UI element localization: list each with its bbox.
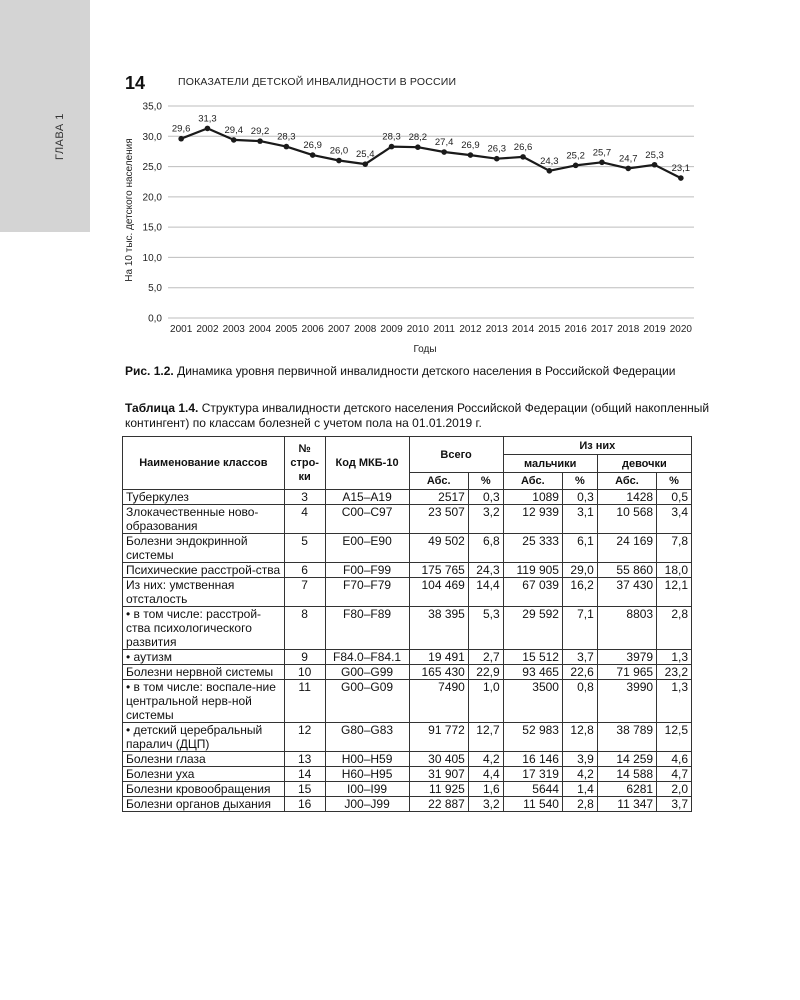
cell-girls-pct: 3,4: [657, 505, 692, 534]
cell-name: • аутизм: [123, 650, 285, 665]
chart-data-label: 28,3: [382, 131, 401, 143]
cell-code: I00–I99: [325, 782, 409, 797]
cell-total-abs: 11 925: [409, 782, 468, 797]
header-boys-abs: Абс.: [503, 473, 562, 490]
header-total: Всего: [409, 437, 503, 473]
cell-girls-abs: 14 259: [597, 752, 656, 767]
chart-x-tick-label: 2004: [248, 324, 272, 335]
cell-girls-pct: 23,2: [657, 665, 692, 680]
chart-data-point: [468, 152, 474, 158]
cell-total-abs: 22 887: [409, 797, 468, 812]
cell-code: H00–H59: [325, 752, 409, 767]
cell-boys-pct: 22,6: [562, 665, 597, 680]
cell-total-abs: 38 395: [409, 607, 468, 650]
cell-boys-pct: 29,0: [562, 563, 597, 578]
cell-boys-abs: 3500: [503, 680, 562, 723]
cell-total-pct: 1,0: [468, 680, 503, 723]
cell-girls-abs: 71 965: [597, 665, 656, 680]
cell-girls-abs: 8803: [597, 607, 656, 650]
cell-boys-abs: 67 039: [503, 578, 562, 607]
header-boys-pct: %: [562, 473, 597, 490]
chart-data-point: [257, 138, 263, 144]
chart-data-label: 31,3: [198, 113, 217, 125]
cell-name: Болезни органов дыхания: [123, 797, 285, 812]
chart-y-tick-label: 0,0: [148, 313, 162, 325]
cell-code: J00–J99: [325, 797, 409, 812]
cell-name: Злокачественные ново-образования: [123, 505, 285, 534]
cell-name: Болезни эндокринной системы: [123, 534, 285, 563]
cell-code: F70–F79: [325, 578, 409, 607]
chart-x-tick-label: 2017: [590, 324, 614, 335]
chart-y-tick-label: 30,0: [142, 131, 162, 143]
cell-girls-abs: 6281: [597, 782, 656, 797]
cell-girls-pct: 1,3: [657, 680, 692, 723]
cell-total-abs: 7490: [409, 680, 468, 723]
figure-caption: [125, 364, 710, 378]
cell-name: • в том числе: расстрой-ства психологического развития: [123, 607, 285, 650]
header-total-abs: Абс.: [409, 473, 468, 490]
cell-total-pct: 5,3: [468, 607, 503, 650]
cell-no: 15: [284, 782, 325, 797]
cell-girls-abs: 11 347: [597, 797, 656, 812]
table-row: [123, 723, 692, 752]
cell-code: G00–G99: [325, 665, 409, 680]
cell-boys-abs: 16 146: [503, 752, 562, 767]
cell-total-pct: 12,7: [468, 723, 503, 752]
chart-x-tick-label: 2013: [485, 324, 508, 335]
cell-boys-abs: 12 939: [503, 505, 562, 534]
cell-code: E00–E90: [325, 534, 409, 563]
cell-total-abs: 175 765: [409, 563, 468, 578]
cell-total-abs: 30 405: [409, 752, 468, 767]
cell-total-abs: 23 507: [409, 505, 468, 534]
chart-data-label: 27,4: [434, 137, 454, 149]
cell-code: G00–G09: [325, 680, 409, 723]
cell-total-pct: 0,3: [468, 490, 503, 505]
chart-data-point: [310, 152, 316, 158]
chart-data-label: 23,1: [671, 163, 691, 175]
header-girls-pct: %: [657, 473, 692, 490]
cell-name: Болезни нервной системы: [123, 665, 285, 680]
cell-no: 7: [284, 578, 325, 607]
cell-total-pct: 24,3: [468, 563, 503, 578]
chart-y-tick-label: 20,0: [142, 192, 162, 204]
cell-total-abs: 104 469: [409, 578, 468, 607]
cell-girls-pct: 18,0: [657, 563, 692, 578]
cell-code: H60–H95: [325, 767, 409, 782]
table-row: [123, 578, 692, 607]
table-row: [123, 607, 692, 650]
cell-total-pct: 4,2: [468, 752, 503, 767]
cell-no: 14: [284, 767, 325, 782]
table-caption: [125, 401, 710, 431]
cell-total-abs: 49 502: [409, 534, 468, 563]
cell-boys-pct: 0,8: [562, 680, 597, 723]
chart-data-label: 26,9: [461, 140, 480, 152]
cell-girls-pct: 4,7: [657, 767, 692, 782]
cell-total-pct: 3,2: [468, 797, 503, 812]
cell-girls-abs: 1428: [597, 490, 656, 505]
chart-x-tick-label: 2018: [617, 324, 640, 335]
chart-data-label: 26,3: [487, 143, 506, 155]
chart-x-tick-label: 2010: [406, 324, 429, 335]
cell-boys-pct: 6,1: [562, 534, 597, 563]
chart-x-tick-label: 2005: [275, 324, 298, 335]
cell-girls-pct: 12,1: [657, 578, 692, 607]
cell-boys-abs: 1089: [503, 490, 562, 505]
cell-total-pct: 14,4: [468, 578, 503, 607]
table-row: [123, 505, 692, 534]
table-row: [123, 752, 692, 767]
header-of-them: Из них: [503, 437, 691, 455]
cell-girls-abs: 37 430: [597, 578, 656, 607]
chart-x-tick-label: 2015: [538, 324, 561, 335]
cell-boys-abs: 11 540: [503, 797, 562, 812]
chart-y-tick-label: 15,0: [142, 222, 162, 234]
chart-data-label: 29,6: [171, 123, 191, 135]
cell-girls-pct: 2,0: [657, 782, 692, 797]
chart-data-label: 28,2: [408, 132, 428, 144]
chart-y-tick-label: 5,0: [148, 283, 162, 295]
cell-boys-abs: 93 465: [503, 665, 562, 680]
cell-name: Болезни глаза: [123, 752, 285, 767]
chart-data-label: 25,4: [356, 149, 375, 161]
cell-girls-abs: 14 588: [597, 767, 656, 782]
cell-total-abs: 31 907: [409, 767, 468, 782]
chart-data-label: 25,7: [592, 147, 612, 159]
cell-total-pct: 1,6: [468, 782, 503, 797]
cell-total-abs: 19 491: [409, 650, 468, 665]
cell-girls-pct: 1,3: [657, 650, 692, 665]
chart-data-point: [231, 137, 237, 143]
chart-x-tick-label: 2012: [459, 324, 482, 335]
chart-x-tick-label: 2020: [669, 324, 692, 335]
chart-x-axis-label: Годы: [413, 344, 437, 355]
chart-x-tick-label: 2008: [354, 324, 377, 335]
chart-data-point: [547, 168, 553, 174]
cell-name: • в том числе: воспале-ние центральной нерв-ной системы: [123, 680, 285, 723]
chart-x-tick-label: 2006: [301, 324, 324, 335]
cell-girls-abs: 3979: [597, 650, 656, 665]
chart-data-label: 25,3: [645, 149, 664, 161]
cell-code: A15–A19: [325, 490, 409, 505]
table-row: [123, 563, 692, 578]
chart-data-point: [520, 154, 526, 160]
header-code: Код МКБ-10: [325, 437, 409, 490]
cell-no: 9: [284, 650, 325, 665]
cell-no: 3: [284, 490, 325, 505]
chart-data-point: [362, 161, 368, 167]
chart-x-tick-label: 2007: [327, 324, 351, 335]
chart-data-label: 25,2: [566, 150, 585, 162]
chart-x-tick-label: 2014: [511, 324, 535, 335]
chart-y-tick-label: 25,0: [142, 162, 162, 174]
cell-code: F00–F99: [325, 563, 409, 578]
cell-boys-abs: 29 592: [503, 607, 562, 650]
cell-total-pct: 6,8: [468, 534, 503, 563]
chart-data-point: [441, 149, 447, 155]
cell-boys-abs: 5644: [503, 782, 562, 797]
page-number: 14: [125, 73, 146, 93]
cell-total-abs: 2517: [409, 490, 468, 505]
cell-boys-pct: 3,7: [562, 650, 597, 665]
table-row: [123, 534, 692, 563]
table-row: [123, 680, 692, 723]
cell-boys-pct: 7,1: [562, 607, 597, 650]
chart-y-tick-label: 10,0: [142, 252, 162, 264]
cell-no: 6: [284, 563, 325, 578]
table-caption-text: Структура инвалидности детского населения Российской Федерации (общий накопленный контингент) по классам болезней с учетом пола на 01.01.2019 г.: [125, 401, 710, 430]
header-girls: девочки: [597, 455, 691, 473]
cell-name: Туберкулез: [123, 490, 285, 505]
cell-girls-pct: 7,8: [657, 534, 692, 563]
chart-data-label: 24,3: [540, 155, 559, 167]
table-body: [123, 490, 692, 812]
chart-x-tick-label: 2003: [222, 324, 245, 335]
chart-data-point: [573, 163, 579, 169]
cell-no: 12: [284, 723, 325, 752]
table-row: [123, 797, 692, 812]
chart-data-label: 28,3: [277, 131, 296, 143]
chart-data-label: 24,7: [619, 153, 638, 165]
header-boys: мальчики: [503, 455, 597, 473]
cell-girls-pct: 12,5: [657, 723, 692, 752]
cell-boys-pct: 12,8: [562, 723, 597, 752]
table-row: [123, 665, 692, 680]
chart-y-tick-label: 35,0: [142, 101, 162, 113]
chart-x-tick-label: 2016: [564, 324, 587, 335]
chart-data-point: [336, 158, 342, 164]
cell-boys-abs: 119 905: [503, 563, 562, 578]
figure-caption-text: Динамика уровня первичной инвалидности детского населения в Российской Федерации: [173, 364, 676, 378]
chart-x-tick-label: 2019: [643, 324, 666, 335]
cell-name: Болезни кровообращения: [123, 782, 285, 797]
chart-x-tick-label: 2009: [380, 324, 403, 335]
cell-boys-pct: 16,2: [562, 578, 597, 607]
header-name: Наименование классов: [123, 437, 285, 490]
chart-data-point: [599, 160, 605, 166]
chart-x-tick-label: 2011: [433, 324, 455, 335]
cell-no: 5: [284, 534, 325, 563]
table-row: [123, 782, 692, 797]
chart-data-point: [284, 144, 290, 150]
cell-total-pct: 2,7: [468, 650, 503, 665]
cell-code: F84.0–F84.1: [325, 650, 409, 665]
chart-data-point: [389, 144, 395, 150]
cell-total-abs: 165 430: [409, 665, 468, 680]
cell-no: 8: [284, 607, 325, 650]
chart-x-tick-label: 2002: [196, 324, 219, 335]
cell-name: Болезни уха: [123, 767, 285, 782]
disability-line-chart: [118, 96, 708, 358]
chapter-side-strip: [0, 0, 90, 232]
cell-total-pct: 3,2: [468, 505, 503, 534]
chart-data-label: 29,4: [224, 124, 243, 136]
header-total-pct: %: [468, 473, 503, 490]
cell-name: Из них: умственная отсталость: [123, 578, 285, 607]
cell-girls-abs: 38 789: [597, 723, 656, 752]
cell-no: 13: [284, 752, 325, 767]
cell-boys-pct: 3,1: [562, 505, 597, 534]
chart-data-label: 26,6: [513, 141, 533, 153]
table-header: [123, 437, 692, 490]
running-head: ПОКАЗАТЕЛИ ДЕТСКОЙ ИНВАЛИДНОСТИ В РОССИИ: [178, 76, 457, 88]
cell-girls-pct: 3,7: [657, 797, 692, 812]
cell-name: • детский церебральный паралич (ДЦП): [123, 723, 285, 752]
cell-total-pct: 22,9: [468, 665, 503, 680]
cell-girls-abs: 24 169: [597, 534, 656, 563]
cell-boys-pct: 3,9: [562, 752, 597, 767]
cell-girls-abs: 3990: [597, 680, 656, 723]
chart-x-tick-label: 2001: [170, 324, 193, 335]
cell-boys-pct: 0,3: [562, 490, 597, 505]
cell-boys-pct: 2,8: [562, 797, 597, 812]
cell-name: Психические расстрой-ства: [123, 563, 285, 578]
chart-data-label: 26,0: [329, 145, 349, 157]
chart-y-axis-label: На 10 тыс. детского населения: [124, 138, 135, 282]
table-row: [123, 490, 692, 505]
chart-data-point: [652, 162, 658, 168]
cell-girls-abs: 10 568: [597, 505, 656, 534]
chart-data-point: [178, 136, 184, 142]
cell-boys-pct: 1,4: [562, 782, 597, 797]
table-row: [123, 650, 692, 665]
cell-total-pct: 4,4: [468, 767, 503, 782]
chapter-label: ГЛАВА 1: [54, 113, 66, 160]
chart-data-point: [625, 166, 631, 172]
cell-boys-abs: 52 983: [503, 723, 562, 752]
chart-data-point: [205, 126, 211, 132]
disability-structure-table: [122, 436, 692, 812]
header-girls-abs: Абс.: [597, 473, 656, 490]
cell-code: F80–F89: [325, 607, 409, 650]
table-row: [123, 767, 692, 782]
table-caption-label: Таблица 1.4.: [125, 401, 199, 415]
cell-code: C00–C97: [325, 505, 409, 534]
chart-data-point: [678, 175, 684, 181]
chart-data-point: [494, 156, 500, 162]
cell-boys-abs: 17 319: [503, 767, 562, 782]
cell-girls-pct: 4,6: [657, 752, 692, 767]
cell-code: G80–G83: [325, 723, 409, 752]
cell-no: 11: [284, 680, 325, 723]
cell-no: 16: [284, 797, 325, 812]
cell-boys-abs: 15 512: [503, 650, 562, 665]
cell-boys-abs: 25 333: [503, 534, 562, 563]
cell-girls-pct: 2,8: [657, 607, 692, 650]
chart-data-label: 29,2: [250, 126, 270, 138]
cell-no: 10: [284, 665, 325, 680]
cell-girls-pct: 0,5: [657, 490, 692, 505]
cell-no: 4: [284, 505, 325, 534]
cell-boys-pct: 4,2: [562, 767, 597, 782]
header-row-no: № стро-ки: [284, 437, 325, 490]
cell-girls-abs: 55 860: [597, 563, 656, 578]
chart-data-label: 26,9: [303, 140, 322, 152]
chart-data-point: [415, 144, 421, 150]
cell-total-abs: 91 772: [409, 723, 468, 752]
figure-caption-label: Рис. 1.2.: [125, 364, 174, 378]
